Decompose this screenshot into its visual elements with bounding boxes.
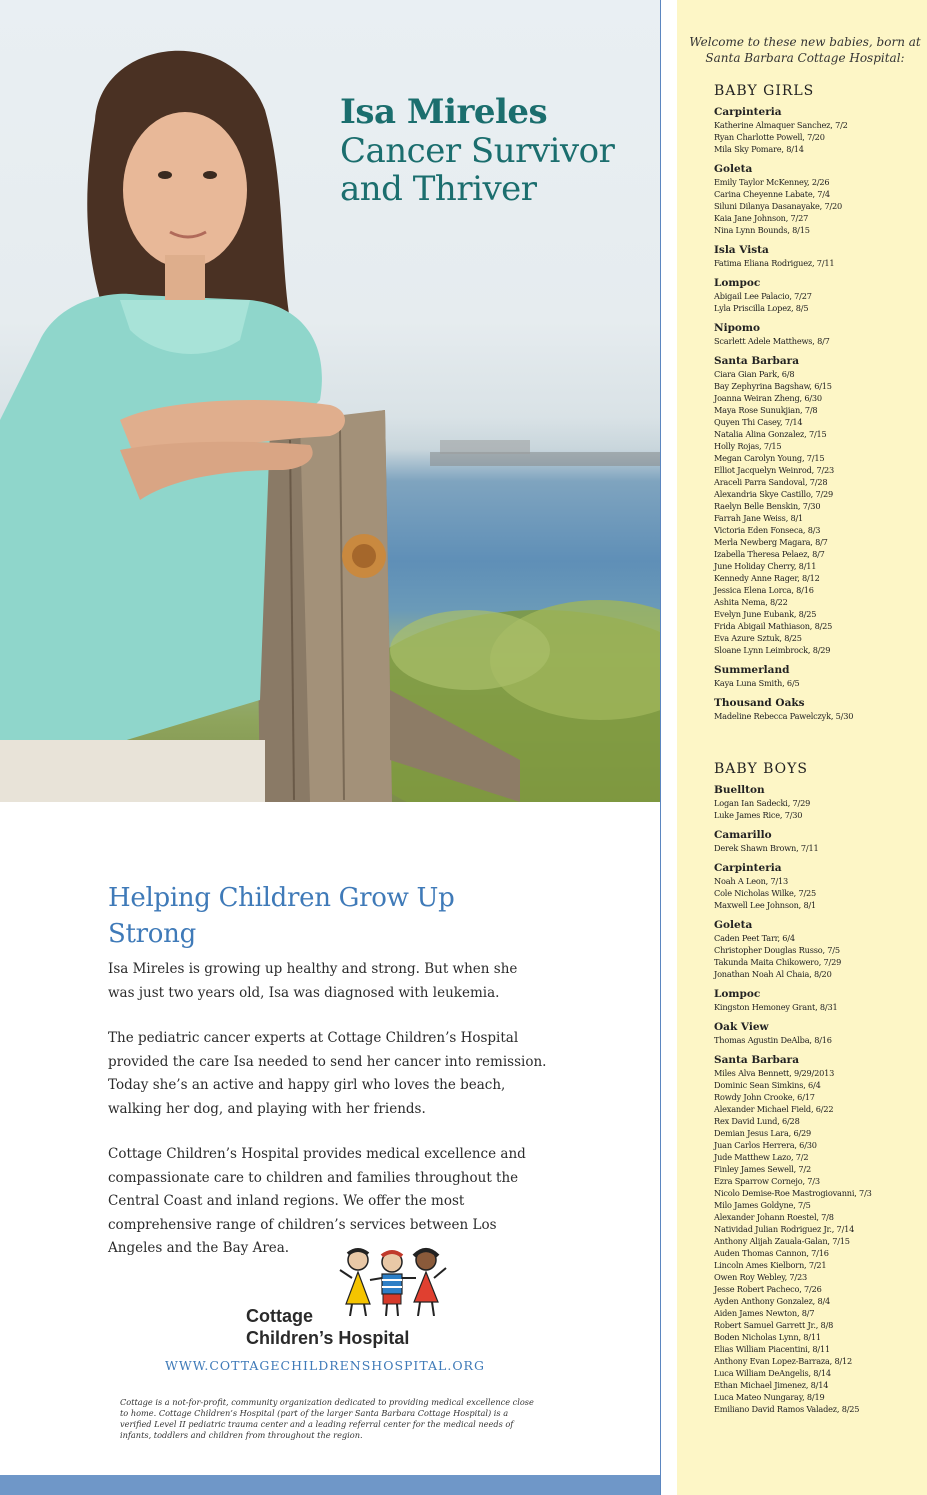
paragraph-3: Cottage Children’s Hospital provides medical excellence and compassionate care to children and families throughout the Central Coast and inland regions. We offer the most comprehensive range of children’s services between Los Angeles and the Bay Area. xyxy=(108,1146,526,1256)
baby-entry: Raelyn Belle Benskin, 7/30 xyxy=(714,501,821,511)
disclaimer: Cottage is a not-for-profit, community organization dedicated to providing medical excellence close to home. Cottage Children’s Hospital (part of the larger Santa Barbara Cottage Hospital) is a verified Level II pediatric trauma center and a leading referral center for the medical needs of infants, toddlers and children from throughout the region. xyxy=(120,1397,534,1440)
baby-entry: Nina Lynn Bounds, 8/15 xyxy=(714,225,810,235)
baby-entry: Thomas Agustin DeAlba, 8/16 xyxy=(714,1035,832,1045)
baby-entry: Lincoln Ames Kielborn, 7/21 xyxy=(714,1260,827,1270)
baby-entry: Bay Zephyrina Bagshaw, 6/15 xyxy=(714,381,832,391)
baby-entry: Jessica Elena Lorca, 8/16 xyxy=(714,585,814,595)
baby-entry: Dominic Sean Simkins, 6/4 xyxy=(714,1080,821,1090)
baby-entry: Merla Newberg Magara, 8/7 xyxy=(714,537,828,547)
hospital-logo xyxy=(246,1246,456,1356)
town-group xyxy=(714,988,872,1013)
baby-entry: Frida Abigail Mathiason, 8/25 xyxy=(714,621,833,631)
baby-entry: Maxwell Lee Johnson, 8/1 xyxy=(714,900,817,910)
headline xyxy=(340,92,640,208)
baby-entry: Auden Thomas Cannon, 7/16 xyxy=(714,1248,829,1258)
baby-entry: Carina Cheyenne Labate, 7/4 xyxy=(714,189,830,199)
baby-entry: Katherine Almaquer Sanchez, 7/2 xyxy=(714,120,848,130)
baby-entry: Ethan Michael Jimenez, 8/14 xyxy=(714,1380,829,1390)
patient-name: Isa Mireles xyxy=(340,92,548,132)
baby-entry: Alexander Johann Roestel, 7/8 xyxy=(714,1212,834,1222)
baby-entry: Elliot Jacquelyn Weinrod, 7/23 xyxy=(714,465,835,475)
baby-entry: Jude Matthew Lazo, 7/2 xyxy=(714,1152,809,1162)
baby-entry: Jonathan Noah Al Chaia, 8/20 xyxy=(714,969,832,979)
logo-text-line-1: Cottage xyxy=(246,1306,313,1326)
town-group xyxy=(714,829,872,854)
baby-entry: Caden Peet Tarr, 6/4 xyxy=(714,933,795,943)
baby-entry: Ryan Charlotte Powell, 7/20 xyxy=(714,132,825,142)
baby-entry: Farrah Jane Weiss, 8/1 xyxy=(714,513,804,523)
baby-entry: Logan Ian Sadecki, 7/29 xyxy=(714,798,811,808)
baby-entry: Aiden James Newton, 8/7 xyxy=(714,1308,815,1318)
town-name: Camarillo xyxy=(714,829,772,841)
baby-entry: Alexandria Skye Castillo, 7/29 xyxy=(714,489,834,499)
baby-entry: Megan Carolyn Young, 7/15 xyxy=(714,453,825,463)
baby-entry: Jesse Robert Pacheco, 7/26 xyxy=(714,1284,822,1294)
baby-entry: Ciara Gian Park, 6/8 xyxy=(714,369,795,379)
baby-entry: Demian Jesus Lara, 6/29 xyxy=(714,1128,812,1138)
baby-entry: Derek Shawn Brown, 7/11 xyxy=(714,843,819,853)
baby-entry: Ashita Nema, 8/22 xyxy=(714,597,788,607)
baby-entry: Nicolo Demise-Roe Mastrogiovanni, 7/3 xyxy=(714,1188,872,1198)
baby-entry: Ayden Anthony Gonzalez, 8/4 xyxy=(714,1296,831,1306)
baby-boys-section xyxy=(714,760,872,1423)
baby-entry: Noah A Leon, 7/13 xyxy=(714,876,789,886)
town-name: Oak View xyxy=(714,1021,769,1033)
paragraph-1: Isa Mireles is growing up healthy and strong. But when she was just two years old, Isa was diagnosed with leukemia. xyxy=(108,961,518,1001)
town-name: Lompoc xyxy=(714,277,761,289)
baby-entry: Victoria Eden Fonseca, 8/3 xyxy=(714,525,821,535)
baby-entry: Izabella Theresa Pelaez, 8/7 xyxy=(714,549,825,559)
town-group xyxy=(714,322,853,347)
logo-text-line-2: Children’s Hospital xyxy=(246,1328,410,1348)
baby-entry: Kaya Luna Smith, 6/5 xyxy=(714,678,800,688)
baby-entry: Owen Roy Webley, 7/23 xyxy=(714,1272,807,1282)
baby-entry: Evelyn June Eubank, 8/25 xyxy=(714,609,817,619)
baby-entry: Joanna Weiran Zheng, 6/30 xyxy=(714,393,822,403)
baby-entry: Rex David Lund, 6/28 xyxy=(714,1116,800,1126)
baby-entry: Boden Nicholas Lynn, 8/11 xyxy=(714,1332,821,1342)
baby-entry: Abigail Lee Palacio, 7/27 xyxy=(714,291,812,301)
baby-entry: Rowdy John Crooke, 6/17 xyxy=(714,1092,815,1102)
baby-entry: Mila Sky Pomare, 8/14 xyxy=(714,144,804,154)
baby-entry: Madeline Rebecca Pawelczyk, 5/30 xyxy=(714,711,854,721)
headline-line-2: Cancer Survivor xyxy=(340,131,615,171)
birth-announcements xyxy=(677,0,927,1495)
baby-entry: Juan Carlos Herrera, 6/30 xyxy=(714,1140,817,1150)
baby-entry: Takunda Maita Chikowero, 7/29 xyxy=(714,957,842,967)
baby-entry: Anthony Alijah Zauala-Galan, 7/15 xyxy=(714,1236,850,1246)
town-name: Goleta xyxy=(714,919,753,931)
baby-entry: Sloane Lynn Leimbrock, 8/29 xyxy=(714,645,831,655)
baby-entry: Elias William Piacentini, 8/11 xyxy=(714,1344,830,1354)
town-name: Santa Barbara xyxy=(714,355,800,367)
paragraph-2: The pediatric cancer experts at Cottage Children’s Hospital provided the care Isa needed to send her cancer into remission. Today she’s an active and happy girl who loves the beach, walking her dog, and playing with her friends. xyxy=(108,1030,547,1117)
section-heading: Helping Children Grow Up Strong xyxy=(108,883,455,949)
baby-entry: Anthony Evan Lopez-Barraza, 8/12 xyxy=(714,1356,853,1366)
town-group xyxy=(714,919,872,980)
town-name: Isla Vista xyxy=(714,244,769,256)
town-group xyxy=(714,784,872,821)
town-name: Goleta xyxy=(714,163,753,175)
baby-entry: Miles Alva Bennett, 9/29/2013 xyxy=(714,1068,835,1078)
baby-entry: Luca William DeAngelis, 8/14 xyxy=(714,1368,831,1378)
baby-entry: Kaia Jane Johnson, 7/27 xyxy=(714,213,809,223)
baby-entry: Maya Rose Sunukjian, 7/8 xyxy=(714,405,818,415)
town-group xyxy=(714,862,872,911)
baby-entry: Alexander Michael Field, 6/22 xyxy=(714,1104,834,1114)
baby-entry: Araceli Parra Sandoval, 7/28 xyxy=(714,477,828,487)
baby-entry: Luca Mateo Nungaray, 8/19 xyxy=(714,1392,825,1402)
town-name: Carpinteria xyxy=(714,862,782,874)
town-name: Carpinteria xyxy=(714,106,782,118)
body-copy xyxy=(108,880,548,1283)
baby-entry: Scarlett Adele Matthews, 8/7 xyxy=(714,336,830,346)
town-name: Buellton xyxy=(714,784,765,796)
baby-entry: Emiliano David Ramos Valadez, 8/25 xyxy=(714,1404,860,1414)
town-group xyxy=(714,664,853,689)
town-name: Nipomo xyxy=(714,322,761,334)
town-group xyxy=(714,1021,872,1046)
baby-entry: Robert Samuel Garrett Jr., 8/8 xyxy=(714,1320,834,1330)
town-group xyxy=(714,244,853,269)
hero-photo xyxy=(0,0,660,802)
baby-girls-title: BABY GIRLS xyxy=(714,83,815,99)
town-group xyxy=(714,1054,872,1415)
baby-entry: Holly Rojas, 7/15 xyxy=(714,441,782,451)
town-name: Summerland xyxy=(714,664,790,676)
baby-entry: Lyla Priscilla Lopez, 8/5 xyxy=(714,303,809,313)
town-group xyxy=(714,277,853,314)
town-name: Lompoc xyxy=(714,988,761,1000)
baby-entry: Emily Taylor McKenney, 2/26 xyxy=(714,177,830,187)
baby-entry: Fatima Eliana Rodriguez, 7/11 xyxy=(714,258,835,268)
baby-entry: Quyen Thi Casey, 7/14 xyxy=(714,417,803,427)
baby-entry: Eva Azure Sztuk, 8/25 xyxy=(714,633,802,643)
baby-entry: Luke James Rice, 7/30 xyxy=(714,810,803,820)
baby-entry: Siluni Dilanya Dasanayake, 7/20 xyxy=(714,201,843,211)
website-link[interactable]: WWW.COTTAGECHILDRENSHOSPITAL.ORG xyxy=(165,1358,485,1373)
footer-bar xyxy=(0,1475,660,1495)
baby-entry: Kingston Hemoney Grant, 8/31 xyxy=(714,1002,838,1012)
town-name: Santa Barbara xyxy=(714,1054,800,1066)
welcome-text: Welcome to these new babies, born at Santa Barbara Cottage Hospital: xyxy=(689,35,921,65)
town-group xyxy=(714,163,853,236)
baby-entry: Finley James Sewell, 7/2 xyxy=(714,1164,811,1174)
baby-boys-title: BABY BOYS xyxy=(714,761,808,777)
kids-logo-icon xyxy=(338,1246,448,1316)
baby-entry: Ezra Sparrow Cornejo, 7/3 xyxy=(714,1176,820,1186)
baby-girls-section xyxy=(714,82,853,730)
baby-entry: Milo James Goldyne, 7/5 xyxy=(714,1200,811,1210)
baby-entry: Natalia Alina Gonzalez, 7/15 xyxy=(714,429,827,439)
baby-entry: Natividad Julian Rodriguez Jr., 7/14 xyxy=(714,1224,855,1234)
headline-line-3: and Thriver xyxy=(340,169,537,209)
baby-entry: Kennedy Anne Rager, 8/12 xyxy=(714,573,820,583)
baby-entry: June Holiday Cherry, 8/11 xyxy=(714,561,817,571)
town-name: Thousand Oaks xyxy=(714,697,805,709)
baby-entry: Christopher Douglas Russo, 7/5 xyxy=(714,945,840,955)
town-group xyxy=(714,355,853,656)
baby-entry: Cole Nicholas Wilke, 7/25 xyxy=(714,888,817,898)
town-group xyxy=(714,697,853,722)
town-group xyxy=(714,106,853,155)
